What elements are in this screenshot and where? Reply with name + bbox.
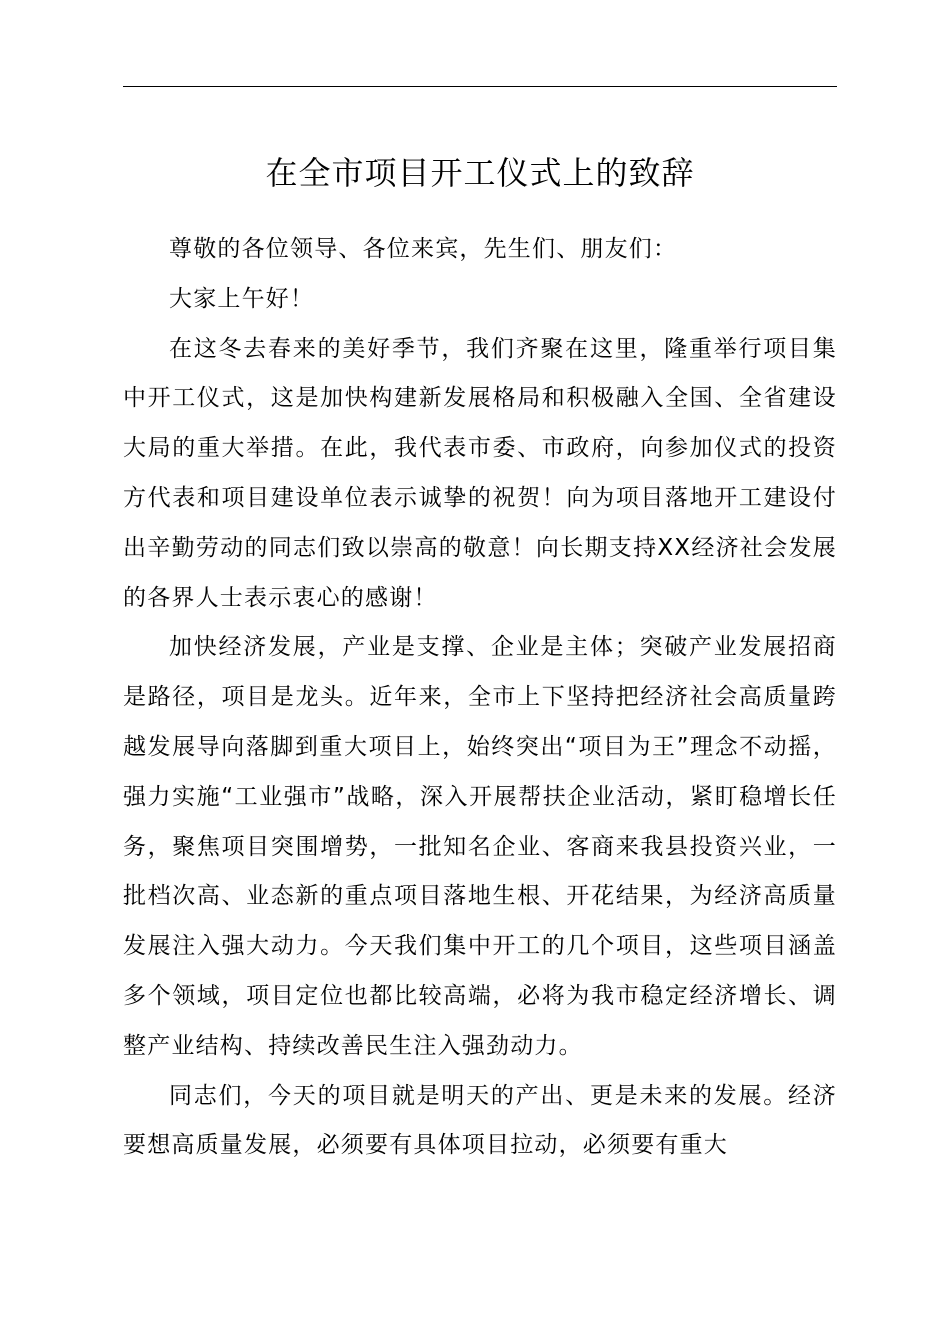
body-paragraph: 加快经济发展，产业是支撑、企业是主体；突破产业发展招商是路径，项目是龙头。近年来，全市上下坚持把经济社会高质量跨越发展导向落脚到重大项目上，始终突出“项目为王”理念不动摇，强力实施“工业强市”战略，深入开展帮扶企业活动，紧盯稳增长任务，聚焦项目突围增势，一批知名企业、客商来我县投资兴业，一批档次高、业态新的重点项目落地生根、开花结果，为经济高质量发展注入强大动力。今天我们集中开工的几个项目，这些项目涵盖多个领域，项目定位也都比较高端，必将为我市稳定经济增长、调整产业结构、持续改善民生注入强劲动力。 — [123, 634, 837, 1059]
document-title: 在全市项目开工仪式上的致辞 — [265, 154, 695, 192]
body-paragraph: 同志们，今天的项目就是明天的产出、更是未来的发展。经济要想高质量发展，必须要有具体项目拉动，必须要有重大 — [123, 1082, 837, 1159]
greeting-paragraph: 大家上午好！ — [169, 285, 315, 312]
body-paragraph: 在这冬去春来的美好季节，我们齐聚在这里，隆重举行项目集中开工仪式，这是加快构建新发展格局和积极融入全国、全省建设大局的重大举措。在此，我代表市委、市政府，向参加仪式的投资方代表和项目建设单位表示诚挚的祝贺！向为项目落地开工建设付出辛勤劳动的同志们致以崇高的敬意！向长期支持XX经济社会发展的各界人士表示衷心的感谢！ — [123, 335, 837, 611]
header-rule — [123, 86, 837, 87]
document-body — [123, 225, 837, 1171]
salutation-paragraph: 尊敬的各位领导、各位来宾，先生们、朋友们： — [169, 236, 678, 262]
